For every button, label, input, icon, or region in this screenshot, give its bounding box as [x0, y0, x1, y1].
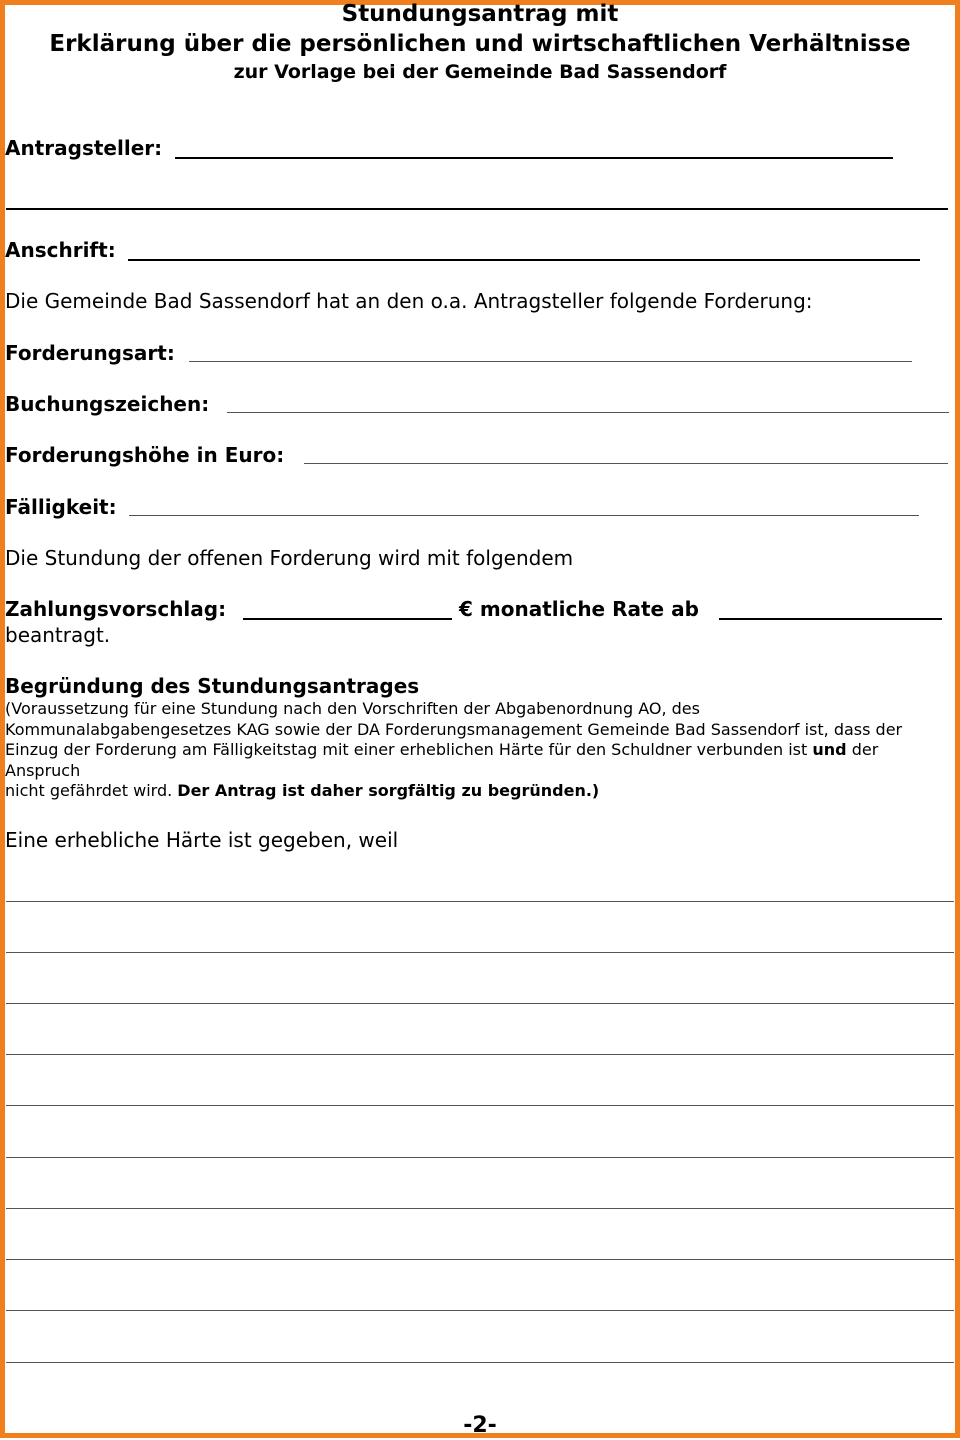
- faelligkeit-label: Fälligkeit:: [5, 495, 117, 519]
- write-line[interactable]: [6, 1362, 954, 1363]
- buchungszeichen-label: Buchungszeichen:: [5, 392, 210, 416]
- beantragt-text: beantragt.: [5, 623, 111, 647]
- write-line[interactable]: [6, 1208, 954, 1209]
- begruendung-line-2: Kommunalabgabengesetzes KAG sowie der DA Forderungsmanagement Gemeinde Bad Sassendorf ist, dass der: [5, 719, 903, 739]
- write-line[interactable]: [6, 1310, 954, 1311]
- page-subtitle: Erklärung über die persönlichen und wirtschaftlichen Verhältnisse: [49, 31, 911, 57]
- faelligkeit-field[interactable]: [129, 515, 919, 516]
- forderungsart-label: Forderungsart:: [5, 341, 175, 365]
- anschrift-label: Anschrift:: [5, 238, 116, 262]
- page-number: -2-: [463, 1413, 497, 1438]
- rate-label: € monatliche Rate ab: [459, 597, 699, 621]
- stundung-intro: Die Stundung der offenen Forderung wird mit folgendem: [5, 546, 574, 570]
- write-line[interactable]: [6, 901, 954, 902]
- begruendung-line-1: (Voraussetzung für eine Stundung nach den Vorschriften der Abgabenordnung AO, des: [5, 699, 700, 718]
- antragsteller-label: Antragsteller:: [5, 136, 163, 160]
- write-line[interactable]: [6, 1054, 954, 1055]
- antragsteller-field-2[interactable]: [6, 208, 948, 210]
- rate-ab-field[interactable]: [719, 618, 942, 620]
- begruendung-heading: Begründung des Stundungsantrages: [5, 674, 420, 698]
- page-subtitle-2: zur Vorlage bei der Gemeinde Bad Sassendorf: [233, 61, 727, 83]
- forderungshoehe-label: Forderungshöhe in Euro:: [5, 443, 285, 467]
- zahlungsvorschlag-field[interactable]: [243, 618, 452, 620]
- begruendung-line-4: Anspruch: [5, 760, 81, 780]
- intro-text: Die Gemeinde Bad Sassendorf hat an den o.a. Antragsteller folgende Forderung:: [5, 289, 813, 313]
- write-line[interactable]: [6, 1157, 954, 1158]
- antragsteller-field[interactable]: [175, 157, 893, 159]
- begruendung-paragraph: [5, 699, 957, 802]
- forderungshoehe-field[interactable]: [304, 463, 948, 464]
- write-line[interactable]: [6, 1003, 954, 1004]
- zahlungsvorschlag-label: Zahlungsvorschlag:: [5, 597, 227, 621]
- write-line[interactable]: [6, 1105, 954, 1106]
- write-line[interactable]: [6, 1259, 954, 1260]
- write-line[interactable]: [6, 952, 954, 953]
- buchungszeichen-field[interactable]: [227, 412, 949, 413]
- forderungsart-field[interactable]: [189, 361, 912, 362]
- haerte-label: Eine erhebliche Härte ist gegeben, weil: [5, 828, 399, 852]
- anschrift-field[interactable]: [128, 259, 920, 261]
- begruendung-line-5: nicht gefährdet wird. Der Antrag ist daher sorgfältig zu begründen.): [5, 781, 600, 800]
- begruendung-line-3: Einzug der Forderung am Fälligkeitstag mit einer erheblichen Härte für den Schuldner verbunden ist und der: [5, 740, 879, 759]
- page-title: Stundungsantrag mit: [341, 1, 619, 27]
